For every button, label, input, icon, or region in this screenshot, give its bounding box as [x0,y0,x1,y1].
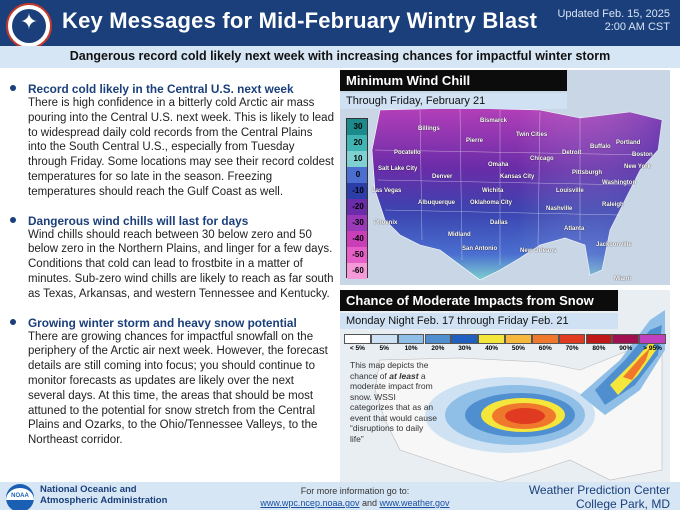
legend-label: 30 [353,122,363,131]
city-label: San Antonio [462,246,498,252]
city-label: Miami [614,276,632,282]
city-label: Washington [602,180,637,186]
key-message-body: There are growing chances for impactful snowfall on the periphery of the Arctic air next week. However, the forecast details are still coming into focus; you should continue to monitor forecasts as updates are likely over the next several days. At this time, the areas that should be most attuned to the potential for snow stretch from the Central Plains and Ozarks, to the Ohio/Tennessee Valleys, to the Northeast corridor. [28,330,328,447]
key-message-wind-chills [8,214,334,302]
city-label: Pocatello [394,150,421,156]
note-text: a moderate impact from snow. WSSI categorizes that as an event that would cause “disruptions to daily life” [350,370,437,444]
legend-label: 5% [379,345,389,352]
noaa-name-line: National Oceanic and [40,484,137,495]
legend-label: 20 [353,138,363,147]
bullet-icon [10,319,16,325]
updated-timestamp [557,8,670,34]
legend-swatch [559,334,586,344]
more-info-label: For more information go to: [300,486,410,496]
note-emphasis: at least [389,370,419,381]
city-label: Portland [616,140,641,146]
city-label: Louisville [556,188,584,194]
link-separator: and [359,498,380,508]
city-label: Midland [448,232,471,238]
legend-label: 40% [485,345,499,352]
wpc-attribution [529,483,670,510]
legend-swatch [532,334,559,344]
nws-logo-icon [6,3,52,49]
legend-swatch [612,334,639,344]
legend-label: 10% [404,345,418,352]
legend-label: -20 [352,202,364,211]
legend-swatch [478,334,505,344]
weather-gov-link[interactable]: www.weather.gov [379,498,450,508]
legend-label: -10 [352,186,364,195]
city-label: Las Vegas [372,188,402,194]
city-label: Jacksonville [596,242,632,248]
subheader-text: Dangerous record cold likely next week with increasing chances for impactful winter storm [69,49,611,63]
city-label: Chicago [530,156,554,162]
key-message-record-cold [8,82,334,200]
key-message-heading: Growing winter storm and heavy snow potential [28,315,297,330]
legend-swatch [371,334,398,344]
city-label: Billings [418,126,440,132]
legend-label: 80% [592,345,606,352]
legend-swatch [451,334,478,344]
city-label: Twin Cities [516,132,548,138]
legend-swatch [586,334,613,344]
city-label: Albuquerque [418,200,455,206]
city-label: Pierre [466,138,484,144]
key-message-winter-storm [8,316,334,448]
snow-impacts-map-subtitle: Monday Night Feb. 17 through Friday Feb. 21 [340,313,618,329]
snow-impacts-note [350,360,438,444]
legend-label: -50 [352,250,364,259]
legend-label: 90% [619,345,633,352]
legend-label: 70% [565,345,579,352]
wind-chill-map-title: Minimum Wind Chill [340,70,567,91]
legend-label: 60% [538,345,552,352]
key-message-heading: Dangerous wind chills will last for days [28,213,249,228]
city-label: Phoenix [374,220,398,226]
city-label: New York [624,164,651,170]
bullet-icon [10,217,16,223]
footer-bar [0,482,680,510]
city-label: Oklahoma City [470,200,513,206]
header-bar [0,0,680,46]
snow-impacts-map [340,290,670,482]
noaa-logo-text: NOAA [11,493,29,499]
legend-swatch [398,334,425,344]
legend-swatch [505,334,532,344]
wind-chill-map-subtitle: Through Friday, February 21 [340,93,567,109]
city-label: Kansas City [500,174,535,180]
legend-label: 50% [511,345,525,352]
noaa-name-line: Atmospheric Administration [40,495,168,506]
city-label: Detroit [562,150,582,156]
snow-impacts-legend [344,334,666,354]
wpc-name: Weather Prediction Center [528,483,670,497]
city-label: Buffalo [590,144,611,150]
key-message-heading: Record cold likely in the Central U.S. next week [28,82,294,96]
city-label: Denver [432,174,453,180]
legend-label: -30 [352,218,364,227]
updated-date: Updated Feb. 15, 2025 [557,8,670,20]
legend-label: 10 [353,154,363,163]
legend-label: < 5% [349,345,365,352]
city-label: Bismarck [480,118,508,124]
legend-swatch [344,334,371,344]
city-label: Raleigh [602,202,624,208]
legend-label: 30% [458,345,472,352]
legend-label: -40 [352,234,364,243]
legend-swatch [639,334,666,344]
snow-impacts-map-title: Chance of Moderate Impacts from Snow [340,290,618,311]
updated-time: 2:00 AM CST [604,21,670,33]
city-label: Wichita [482,188,504,194]
more-info [230,485,480,509]
wpc-location: College Park, MD [575,497,670,510]
legend-swatch [425,334,452,344]
city-label: Nashville [546,206,573,212]
legend-label: 20% [431,345,445,352]
wpc-link[interactable]: www.wpc.ncep.noaa.gov [260,498,360,508]
city-label: Boston [632,152,653,158]
legend-label: -60 [352,266,364,275]
noaa-name [40,484,167,506]
city-label: Pittsburgh [572,170,602,176]
subheader-banner [0,46,680,68]
note-text: This map depicts the chance of [350,360,429,381]
city-label: Salt Lake City [378,166,418,172]
city-label: Dallas [490,220,508,226]
wind-chill-legend [346,118,368,278]
wind-chill-map [340,70,670,285]
city-label: Atlanta [564,226,585,232]
key-message-body: There is high confidence in a bitterly cold Arctic air mass pouring into the Central U.S. next week. This is likely to lead to widespread daily cold records from the Central Plains into the South Central U.S., especially from Tuesday through Friday. Some locations may see their record coldest temperatures for so late in the season. Freezing temperatures should reach the Gulf Coast as well. [28,97,334,198]
page-title: Key Messages for Mid-February Wintry Blast [62,8,538,33]
legend-label: > 95% [643,345,662,352]
city-label: New Orleans [520,248,557,254]
nws-logo-star-icon: ✦ [19,10,39,35]
key-messages [8,82,334,462]
legend-label: 0 [355,170,361,179]
bullet-icon [10,85,16,91]
noaa-logo-icon [6,484,34,510]
city-label: Omaha [488,162,509,168]
key-message-body: Wind chills should reach between 30 below zero and 50 below zero in the Northern Plains, and linger for a few days. Conditions that cold can lead to frostbite in a matter of minutes. Sub-zero wind chills are likely to reach as far south as Texas, Arkansas, and western Tennessee and Kentucky. [28,228,334,300]
